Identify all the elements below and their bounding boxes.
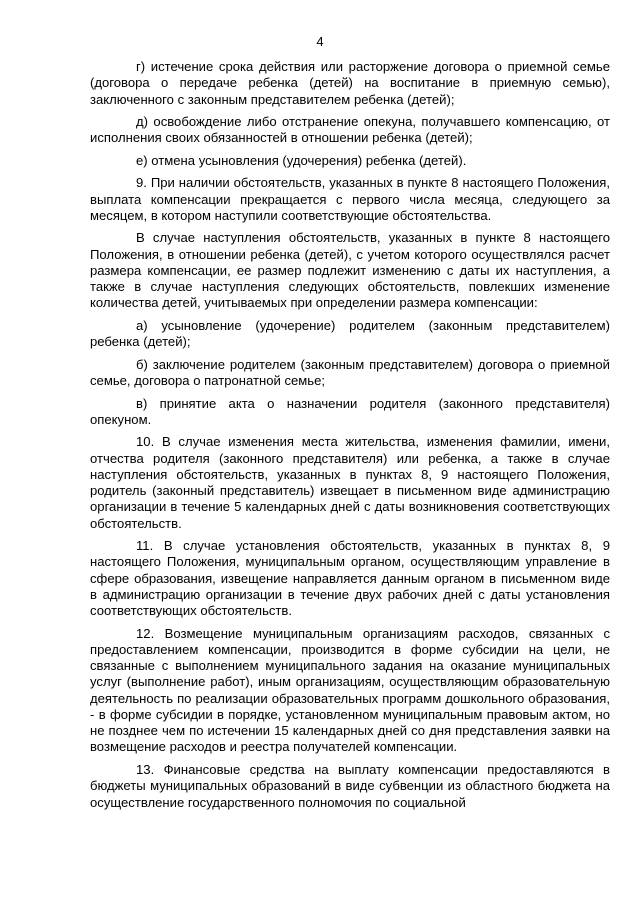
- paragraph-clause-11: 11. В случае установления обстоятельств, указанных в пунктах 8, 9 настоящего Положения, муниципальным органом, осуществляющим управление в сфере образования, извещение направляется данным органом в письменном виде в администрацию организации в течение двух рабочих дней с даты установления соответствующих обстоятельств.: [90, 538, 610, 619]
- paragraph-item-d: д) освобождение либо отстранение опекуна, получавшего компенсацию, от исполнения своих обязанностей в отношении ребенка (детей);: [90, 114, 610, 146]
- paragraph-clause-9-continuation: В случае наступления обстоятельств, указанных в пункте 8 настоящего Положения, в отношении ребенка (детей), с учетом которого осуществлялся расчет размера компенсации, ее размер подлежит изменению с даты их наступления, а также в случае наступления следующих обстоятельств, повлекших изменение количества детей, учитываемых при определении размера компенсации:: [90, 230, 610, 311]
- paragraph-clause-10: 10. В случае изменения места жительства, изменения фамилии, имени, отчества родителя (законного представителя) или ребенка, а также в случае наступления обстоятельств, указанных в пунктах 8, 9 настоящего Положения, родитель (законный представитель) извещает в письменном виде администрацию организации в течение 5 календарных дней с даты возникновения соответствующих обстоятельств.: [90, 434, 610, 531]
- document-body: [90, 59, 610, 817]
- paragraph-item-b: б) заключение родителем (законным представителем) договора о приемной семье, договора о патронатной семье;: [90, 356, 610, 389]
- page-number: 4: [316, 34, 324, 49]
- paragraph-item-e: е) отмена усыновления (удочерения) ребенка (детей).: [136, 152, 467, 168]
- paragraph-item-g: г) истечение срока действия или расторжение договора о приемной семье (договора о передаче ребенка (детей) на воспитание в приемную семью), заключенного с законным представителем ребенка (детей);: [90, 59, 610, 107]
- paragraph-clause-12: 12. Возмещение муниципальным организациям расходов, связанных с предоставлением компенсации, производится в форме субсидии на цели, не связанные с выполнением муниципального задания на оказание муниципальных услуг (выполнение работ), иным организациям, осуществляющим образовательную деятельность по реализации образовательных программ дошкольного образования, - в форме субсидии в порядке, установленном муниципальным правовым актом, но не позднее чем по истечении 15 календарных дней со дня представления заявки на возмещение расходов и реестра получателей компенсации.: [90, 625, 610, 755]
- paragraph-item-v: в) принятие акта о назначении родителя (законного представителя) опекуном.: [90, 395, 610, 427]
- paragraph-clause-13: 13. Финансовые средства на выплату компенсации предоставляются в бюджеты муниципальных образований в виде субвенции из областного бюджета на осуществление государственного полномочия по социальной: [90, 762, 610, 810]
- paragraph-clause-9: 9. При наличии обстоятельств, указанных в пункте 8 настоящего Положения, выплата компенсации прекращается с первого числа месяца, следующего за месяцем, в котором наступили соответствующие обстоятельства.: [90, 175, 610, 223]
- paragraph-item-a: а) усыновление (удочерение) родителем (законным представителем) ребенка (детей);: [90, 317, 610, 350]
